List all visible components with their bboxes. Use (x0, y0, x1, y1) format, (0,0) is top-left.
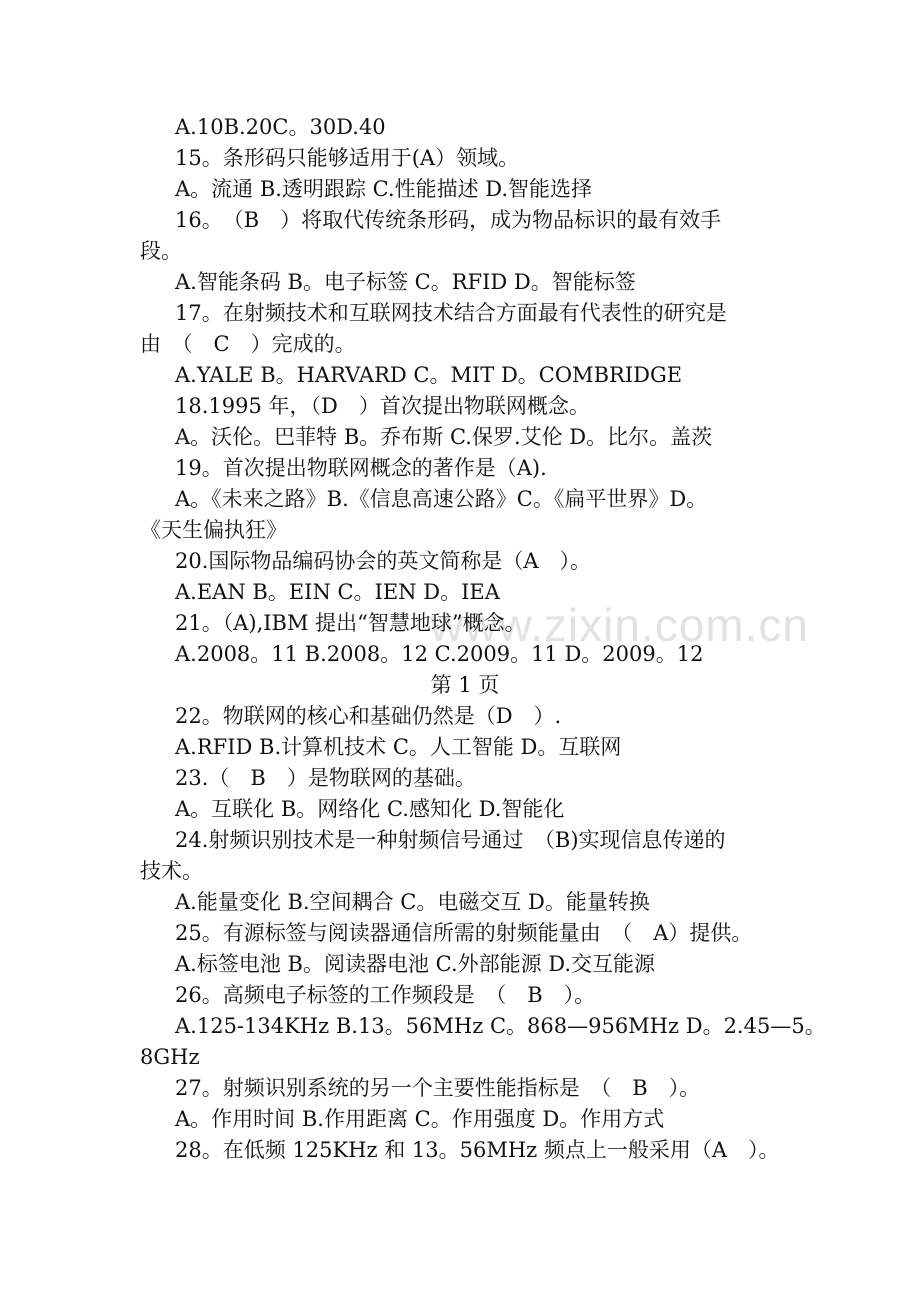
options-17: A.YALE B。HARVARD C。MIT D。COMBRIDGE (175, 363, 683, 387)
question-23: 23.（ B ）是物联网的基础。 (175, 766, 476, 790)
options-15: A。流通 B.透明跟踪 C.性能描述 D.智能选择 (175, 177, 593, 201)
options-19: A。《未来之路》B.《信息高速公路》C。《扁平世界》D。 (175, 487, 708, 511)
options-23: A。互联化 B。网络化 C.感知化 D.智能化 (175, 797, 565, 821)
options-27: A。作用时间 B.作用距离 C。作用强度 D。作用方式 (175, 1107, 665, 1131)
question-28: 28。在低频 125KHz 和 13。56MHz 频点上一般采用（A ）。 (175, 1138, 780, 1162)
question-25: 25。有源标签与阅读器通信所需的射频能量由 （ A）提供。 (175, 921, 753, 945)
question-18: 18.1995 年，（D ）首次提出物联网概念。 (175, 394, 590, 418)
question-24: 24.射频识别技术是一种射频信号通过 （B)实现信息传递的 (175, 828, 726, 852)
options-21: A.2008。11 B.2008。12 C.2009。11 D。2009。12 (175, 642, 704, 666)
options-24: A.能量变化 B.空间耦合 C。电磁交互 D。能量转换 (175, 890, 650, 914)
question-27: 27。射频识别系统的另一个主要性能指标是 （ B ）。 (175, 1076, 701, 1100)
watermark: www.zixin.com.cn (430, 599, 809, 651)
options-25: A.标签电池 B。阅读器电池 C.外部能源 D.交互能源 (175, 952, 656, 976)
options-16: A.智能条码 B。电子标签 C。RFID D。智能标签 (175, 270, 636, 294)
question-22: 22。物联网的核心和基础仍然是（D ）. (175, 704, 562, 728)
options-19-cont: 《天生偏执狂》 (140, 518, 287, 542)
question-17: 17。在射频技术和互联网技术结合方面最有代表性的研究是 (175, 301, 727, 325)
question-16-cont: 段。 (140, 239, 182, 263)
page-number: 第 1 页 (430, 673, 500, 697)
question-21: 21。（A),IBM 提出“智慧地球”概念。 (175, 611, 526, 635)
options-26-cont: 8GHz (140, 1045, 200, 1069)
question-20: 20.国际物品编码协会的英文简称是（A ）。 (175, 549, 592, 573)
question-19: 19。首次提出物联网概念的著作是（A). (175, 456, 547, 480)
question-15: 15。条形码只能够适用于(A）领域。 (175, 146, 520, 170)
question-16: 16。 （B ）将取代传统条形码，成为物品标识的最有效手 (175, 208, 722, 232)
question-26: 26。高频电子标签的工作频段是 （ B ）。 (175, 983, 596, 1007)
options-22: A.RFID B.计算机技术 C。人工智能 D。互联网 (175, 735, 622, 759)
options-20: A.EAN B。EIN C。IEN D。IEA (175, 580, 500, 604)
text-line: A.10B.20C。30D.40 (175, 115, 386, 139)
question-24-cont: 技术。 (140, 859, 203, 883)
question-17-cont: 由 （ C ）完成的。 (140, 332, 356, 356)
options-18: A。沃伦。巴菲特 B。乔布斯 C.保罗.艾伦 D。比尔。盖茨 (175, 425, 713, 449)
options-26: A.125-134KHz B.13。56MHz C。868—956MHz D。2.45—5。 (175, 1014, 826, 1038)
document-page (140, 112, 826, 1166)
